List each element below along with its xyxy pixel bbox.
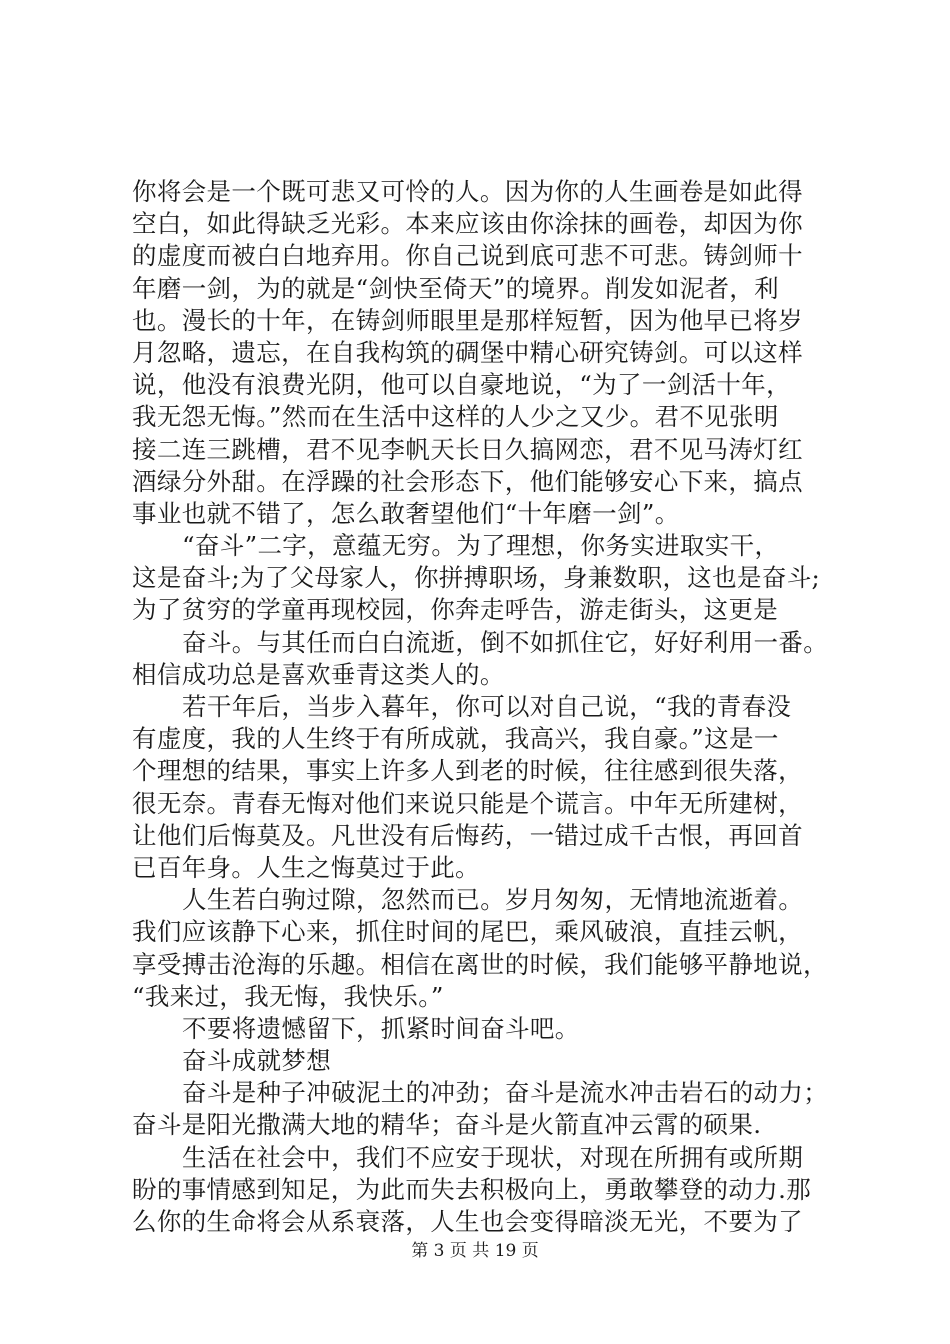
page-footer: 第 3 页 共 19 页 — [411, 1241, 539, 1261]
text-line: 相信成功总是喜欢垂青这类人的。 — [132, 659, 505, 689]
text-line: 接二连三跳槽，君不见李帆天长日久搞网恋，君不见马涛灯红 — [132, 434, 803, 464]
text-line: 也。漫长的十年，在铸剑师眼里是那样短暂，因为他早已将岁 — [132, 305, 803, 335]
text-line: 盼的事情感到知足，为此而失去积极向上，勇敢攀登的动力.那 — [132, 1174, 812, 1204]
text-line: 奋斗是种子冲破泥土的冲劲；奋斗是流水冲击岩石的动力； — [182, 1078, 829, 1108]
text-line: 我无怨无悔。”然而在生活中这样的人少之又少。君不见张明 — [132, 402, 779, 432]
text-line: 享受搏击沧海的乐趣。相信在离世的时候，我们能够平静地说， — [132, 949, 828, 979]
text-line: 很无奈。青春无悔对他们来说只能是个谎言。中年无所建树， — [132, 788, 803, 818]
text-line: 月忽略，遗忘，在自我构筑的碉堡中精心研究铸剑。可以这样 — [132, 337, 803, 367]
text-line: 生活在社会中，我们不应安于现状，对现在所拥有或所期 — [182, 1142, 804, 1172]
text-line: “奋斗”二字，意蕴无穷。为了理想，你务实进取实干， — [182, 531, 780, 561]
text-line: 有虚度，我的人生终于有所成就，我高兴，我自豪。”这是一 — [132, 724, 779, 754]
text-line: 我们应该静下心来，抓住时间的尾巴，乘风破浪，直挂云帆， — [132, 917, 803, 947]
text-line: 酒绿分外甜。在浮躁的社会形态下，他们能够安心下来，搞点 — [132, 466, 803, 496]
text-line: 已百年身。人生之悔莫过于此。 — [132, 852, 480, 882]
text-line: 个理想的结果，事实上许多人到老的时候，往往感到很失落， — [132, 756, 803, 786]
text-line: 年磨一剑，为的就是“剑快至倚天”的境界。削发如泥者，利 — [132, 273, 779, 303]
text-line: 说，他没有浪费光阴，他可以自豪地说，“为了一剑活十年， — [132, 370, 791, 400]
text-line: 奋斗。与其任而白白流逝，倒不如抓住它，好好利用一番。 — [182, 627, 829, 657]
text-line: “我来过，我无悔，我快乐。” — [132, 981, 444, 1011]
document-body — [132, 176, 832, 1238]
text-line: 不要将遗憾留下，抓紧时间奋斗吧。 — [182, 1013, 580, 1043]
text-line: 这是奋斗;为了父母家人，你拼搏职场，身兼数职，这也是奋斗; — [132, 563, 821, 593]
text-line: 么你的生命将会从系衰落，人生也会变得暗淡无光，不要为了 — [132, 1207, 803, 1236]
text-line: 的虚度而被白白地弃用。你自己说到底可悲不可悲。铸剑师十 — [132, 241, 803, 271]
text-line: 空白，如此得缺乏光彩。本来应该由你涂抹的画卷，却因为你 — [132, 209, 803, 239]
text-line: 奋斗成就梦想 — [182, 1046, 332, 1076]
text-line: 人生若白驹过隙，忽然而已。岁月匆匆，无情地流逝着。 — [182, 885, 804, 915]
text-line: 你将会是一个既可悲又可怜的人。因为你的人生画卷是如此得 — [132, 177, 803, 206]
text-line: 为了贫穷的学童再现校园，你奔走呼告，游走街头，这更是 — [132, 595, 779, 625]
text-line: 让他们后悔莫及。凡世没有后悔药，一错过成千古恨，再回首 — [132, 820, 803, 850]
text-line: 奋斗是阳光撒满大地的精华；奋斗是火箭直冲云霄的硕果. — [132, 1110, 762, 1140]
text-line: 事业也就不错了，怎么敢奢望他们“十年磨一剑”。 — [132, 498, 680, 528]
text-line: 若干年后，当步入暮年，你可以对自己说，“我的青春没 — [182, 692, 792, 721]
